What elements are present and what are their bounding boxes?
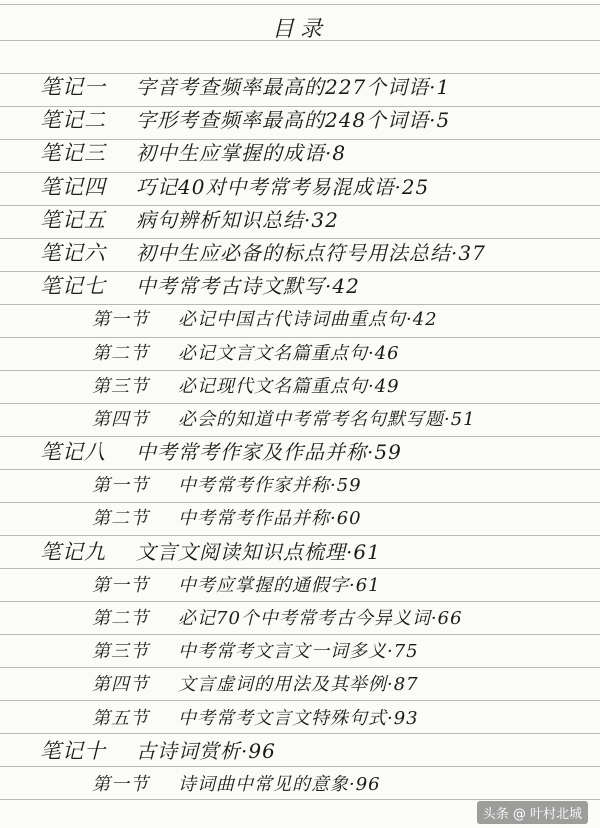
toc-section [0, 602, 600, 635]
toc-section [0, 502, 600, 535]
toc-label: 第一节 [92, 309, 149, 331]
toc-text: 中考常考作品并称·60 [178, 508, 362, 530]
toc-text: 文言文阅读知识点梳理·61 [136, 539, 381, 564]
toc-text: 文言虚词的用法及其举例·87 [178, 674, 419, 696]
page-title: 目录 [271, 17, 328, 42]
toc-label: 笔记十 [40, 738, 106, 763]
toc-text: 古诗词赏析·96 [136, 738, 276, 763]
toc-text: 必记中国古代诗词曲重点句·42 [178, 309, 438, 331]
toc-text: 中考常考作家并称·59 [178, 475, 362, 497]
toc-section [0, 469, 600, 502]
toc-label: 第四节 [92, 674, 149, 696]
toc-note [0, 237, 600, 270]
toc-note [0, 137, 600, 170]
toc-note [0, 71, 600, 104]
toc-text: 中考常考古诗文默写·42 [136, 274, 360, 299]
toc-label: 第三节 [92, 641, 149, 663]
toc-section [0, 635, 600, 668]
toc-note [0, 735, 600, 768]
toc-label: 笔记一 [40, 75, 106, 99]
toc-label: 第二节 [92, 342, 149, 364]
toc-section [0, 768, 600, 801]
toc-text: 必记文言文名篇重点句·46 [178, 342, 400, 364]
toc-label: 第四节 [92, 408, 149, 430]
toc-label: 笔记四 [40, 174, 106, 199]
toc-text: 中考常考文言文特殊句式·93 [178, 707, 419, 729]
toc-text: 中考常考作家及作品并称·59 [136, 440, 402, 465]
toc-note [0, 436, 600, 469]
toc-section [0, 569, 600, 602]
toc-label: 笔记三 [40, 141, 106, 166]
toc-label: 笔记六 [40, 240, 106, 265]
toc-label: 第五节 [92, 707, 149, 729]
toc-label: 第三节 [92, 375, 149, 397]
toc-label: 笔记七 [40, 274, 106, 299]
toc-note [0, 171, 600, 204]
toc-label: 笔记五 [40, 207, 106, 232]
toc-label: 第二节 [92, 608, 149, 629]
toc-text: 必会的知道中考常考名句默写题·51 [178, 408, 476, 430]
toc-text: 必记70个中考常考古今异义词·66 [178, 608, 463, 629]
toc-note [0, 104, 600, 137]
toc-section [0, 668, 600, 701]
toc-section [0, 370, 600, 403]
table-of-contents [0, 71, 600, 801]
toc-section [0, 303, 600, 336]
toc-note [0, 270, 600, 303]
toc-section [0, 337, 600, 370]
toc-text: 中考常考文言文一词多义·75 [178, 641, 419, 663]
toc-text: 巧记40对中考常考易混成语·25 [136, 174, 430, 199]
toc-text: 病句辨析知识总结·32 [136, 207, 339, 232]
toc-label: 笔记八 [40, 440, 106, 465]
toc-text: 诗词曲中常见的意象·96 [178, 773, 381, 795]
toc-text: 字音考查频率最高的227个词语·1 [136, 75, 451, 99]
toc-text: 初中生应掌握的成语·8 [136, 141, 347, 166]
toc-label: 第一节 [92, 574, 149, 596]
toc-label: 第一节 [92, 773, 149, 795]
toc-note [0, 536, 600, 569]
watermark: 头条 @ 叶村北城 [477, 801, 588, 824]
toc-text: 必记现代文名篇重点句·49 [178, 375, 400, 397]
toc-note [0, 204, 600, 237]
toc-section [0, 702, 600, 735]
toc-section [0, 403, 600, 436]
toc-label: 第一节 [92, 475, 149, 497]
toc-text: 中考应掌握的通假字·61 [178, 574, 381, 596]
toc-text: 字形考查频率最高的248个词语·5 [136, 108, 451, 133]
toc-label: 笔记二 [40, 108, 106, 133]
toc-label: 笔记九 [40, 539, 106, 564]
toc-label: 第二节 [92, 508, 149, 530]
toc-text: 初中生应必备的标点符号用法总结·37 [136, 240, 486, 265]
